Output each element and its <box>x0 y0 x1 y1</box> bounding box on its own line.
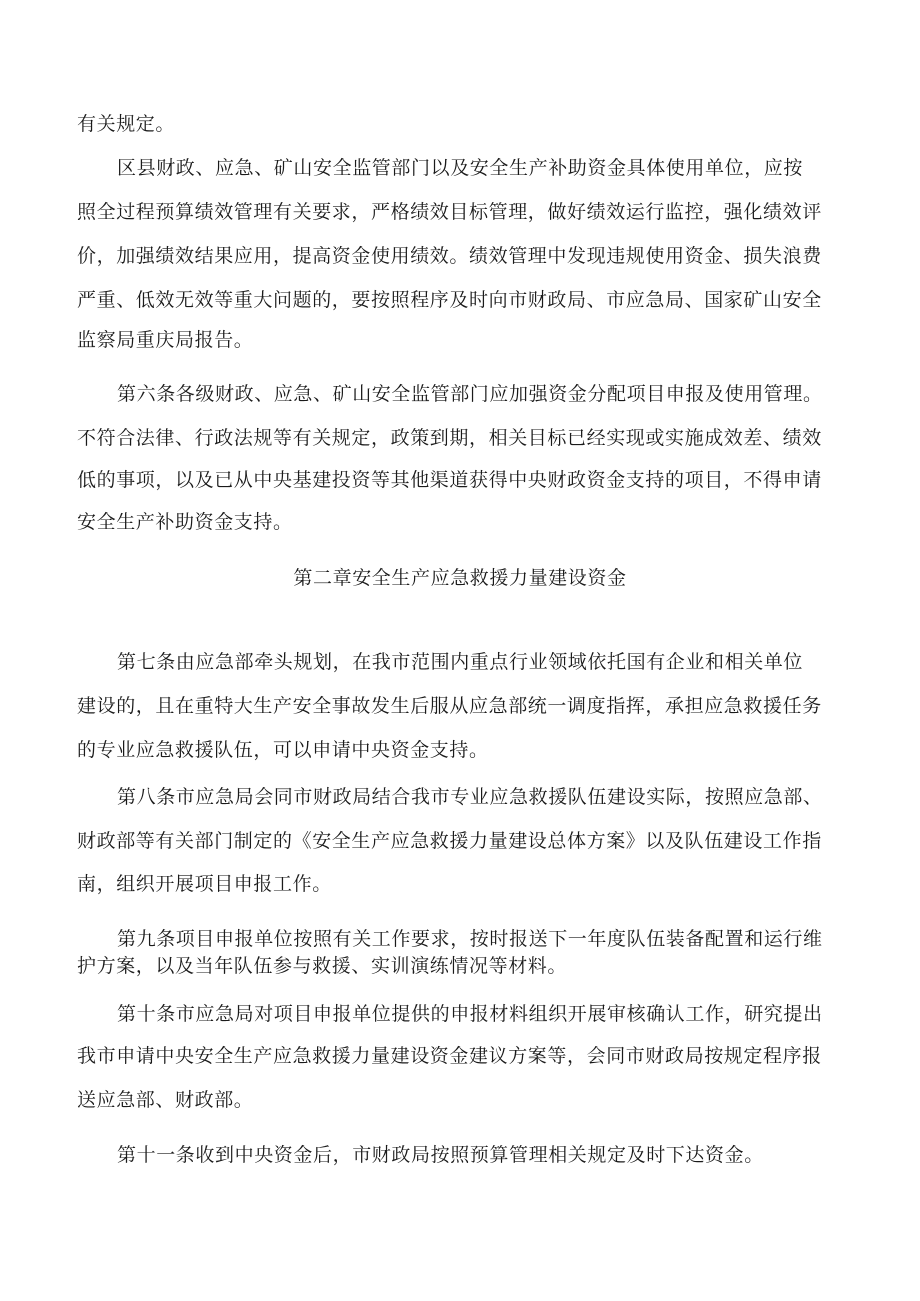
text-line: 监察局重庆局报告。 <box>77 329 254 351</box>
text-line: 价，加强绩效结果应用，提高资金使用绩效。绩效管理中发现违规使用资金、损失浪费 <box>77 245 822 267</box>
text-line: 照全过程预算绩效管理有关要求，严格绩效目标管理，做好绩效运行监控，强化绩效评 <box>77 201 822 223</box>
text-line: 我市申请中央安全生产应急救援力量建设资金建议方案等，会同市财政局按规定程序报 <box>77 1045 822 1067</box>
chapter-heading: 第二章安全生产应急救援力量建设资金 <box>293 567 627 589</box>
text-line: 建设的，且在重特大生产安全事故发生后服从应急部统一调度指挥，承担应急救援任务 <box>77 695 822 717</box>
text-line: 不符合法律、行政法规等有关规定，政策到期，相关目标已经实现或实施成效差、绩效 <box>77 427 822 449</box>
text-line: 送应急部、财政部。 <box>77 1089 254 1111</box>
text-line: 区县财政、应急、矿山安全监管部门以及安全生产补助资金具体使用单位，应按 <box>117 157 804 179</box>
text-line: 第八条市应急局会同市财政局结合我市专业应急救援队伍建设实际，按照应急部、 <box>117 786 823 808</box>
text-line: 第十一条收到中央资金后，市财政局按照预算管理相关规定及时下达资金。 <box>117 1144 764 1166</box>
text-line: 严重、低效无效等重大问题的，要按照程序及时向市财政局、市应急局、国家矿山安全 <box>77 289 822 311</box>
text-line: 安全生产补助资金支持。 <box>77 511 293 533</box>
text-line: 南，组织开展项目申报工作。 <box>77 873 332 895</box>
text-line: 第七条由应急部牵头规划，在我市范围内重点行业领域依托国有企业和相关单位 <box>117 651 804 673</box>
text-line: 有关规定。 <box>77 113 176 135</box>
text-line: 低的事项，以及已从中央基建投资等其他渠道获得中央财政资金支持的项目，不得申请 <box>77 469 822 491</box>
text-line: 财政部等有关部门制定的《安全生产应急救援力量建设总体方案》以及队伍建设工作指 <box>77 830 822 852</box>
text-line: 第十条市应急局对项目申报单位提供的申报材料组织开展审核确认工作，研究提出 <box>117 1003 823 1025</box>
text-line: 护方案，以及当年队伍参与救援、实训演练情况等材料。 <box>77 955 568 977</box>
text-line: 的专业应急救援队伍，可以申请中央资金支持。 <box>77 739 489 761</box>
text-line: 第九条项目申报单位按照有关工作要求，按时报送下一年度队伍装备配置和运行维 <box>117 928 823 950</box>
text-line: 第六条各级财政、应急、矿山安全监管部门应加强资金分配项目申报及使用管理。 <box>117 383 823 405</box>
